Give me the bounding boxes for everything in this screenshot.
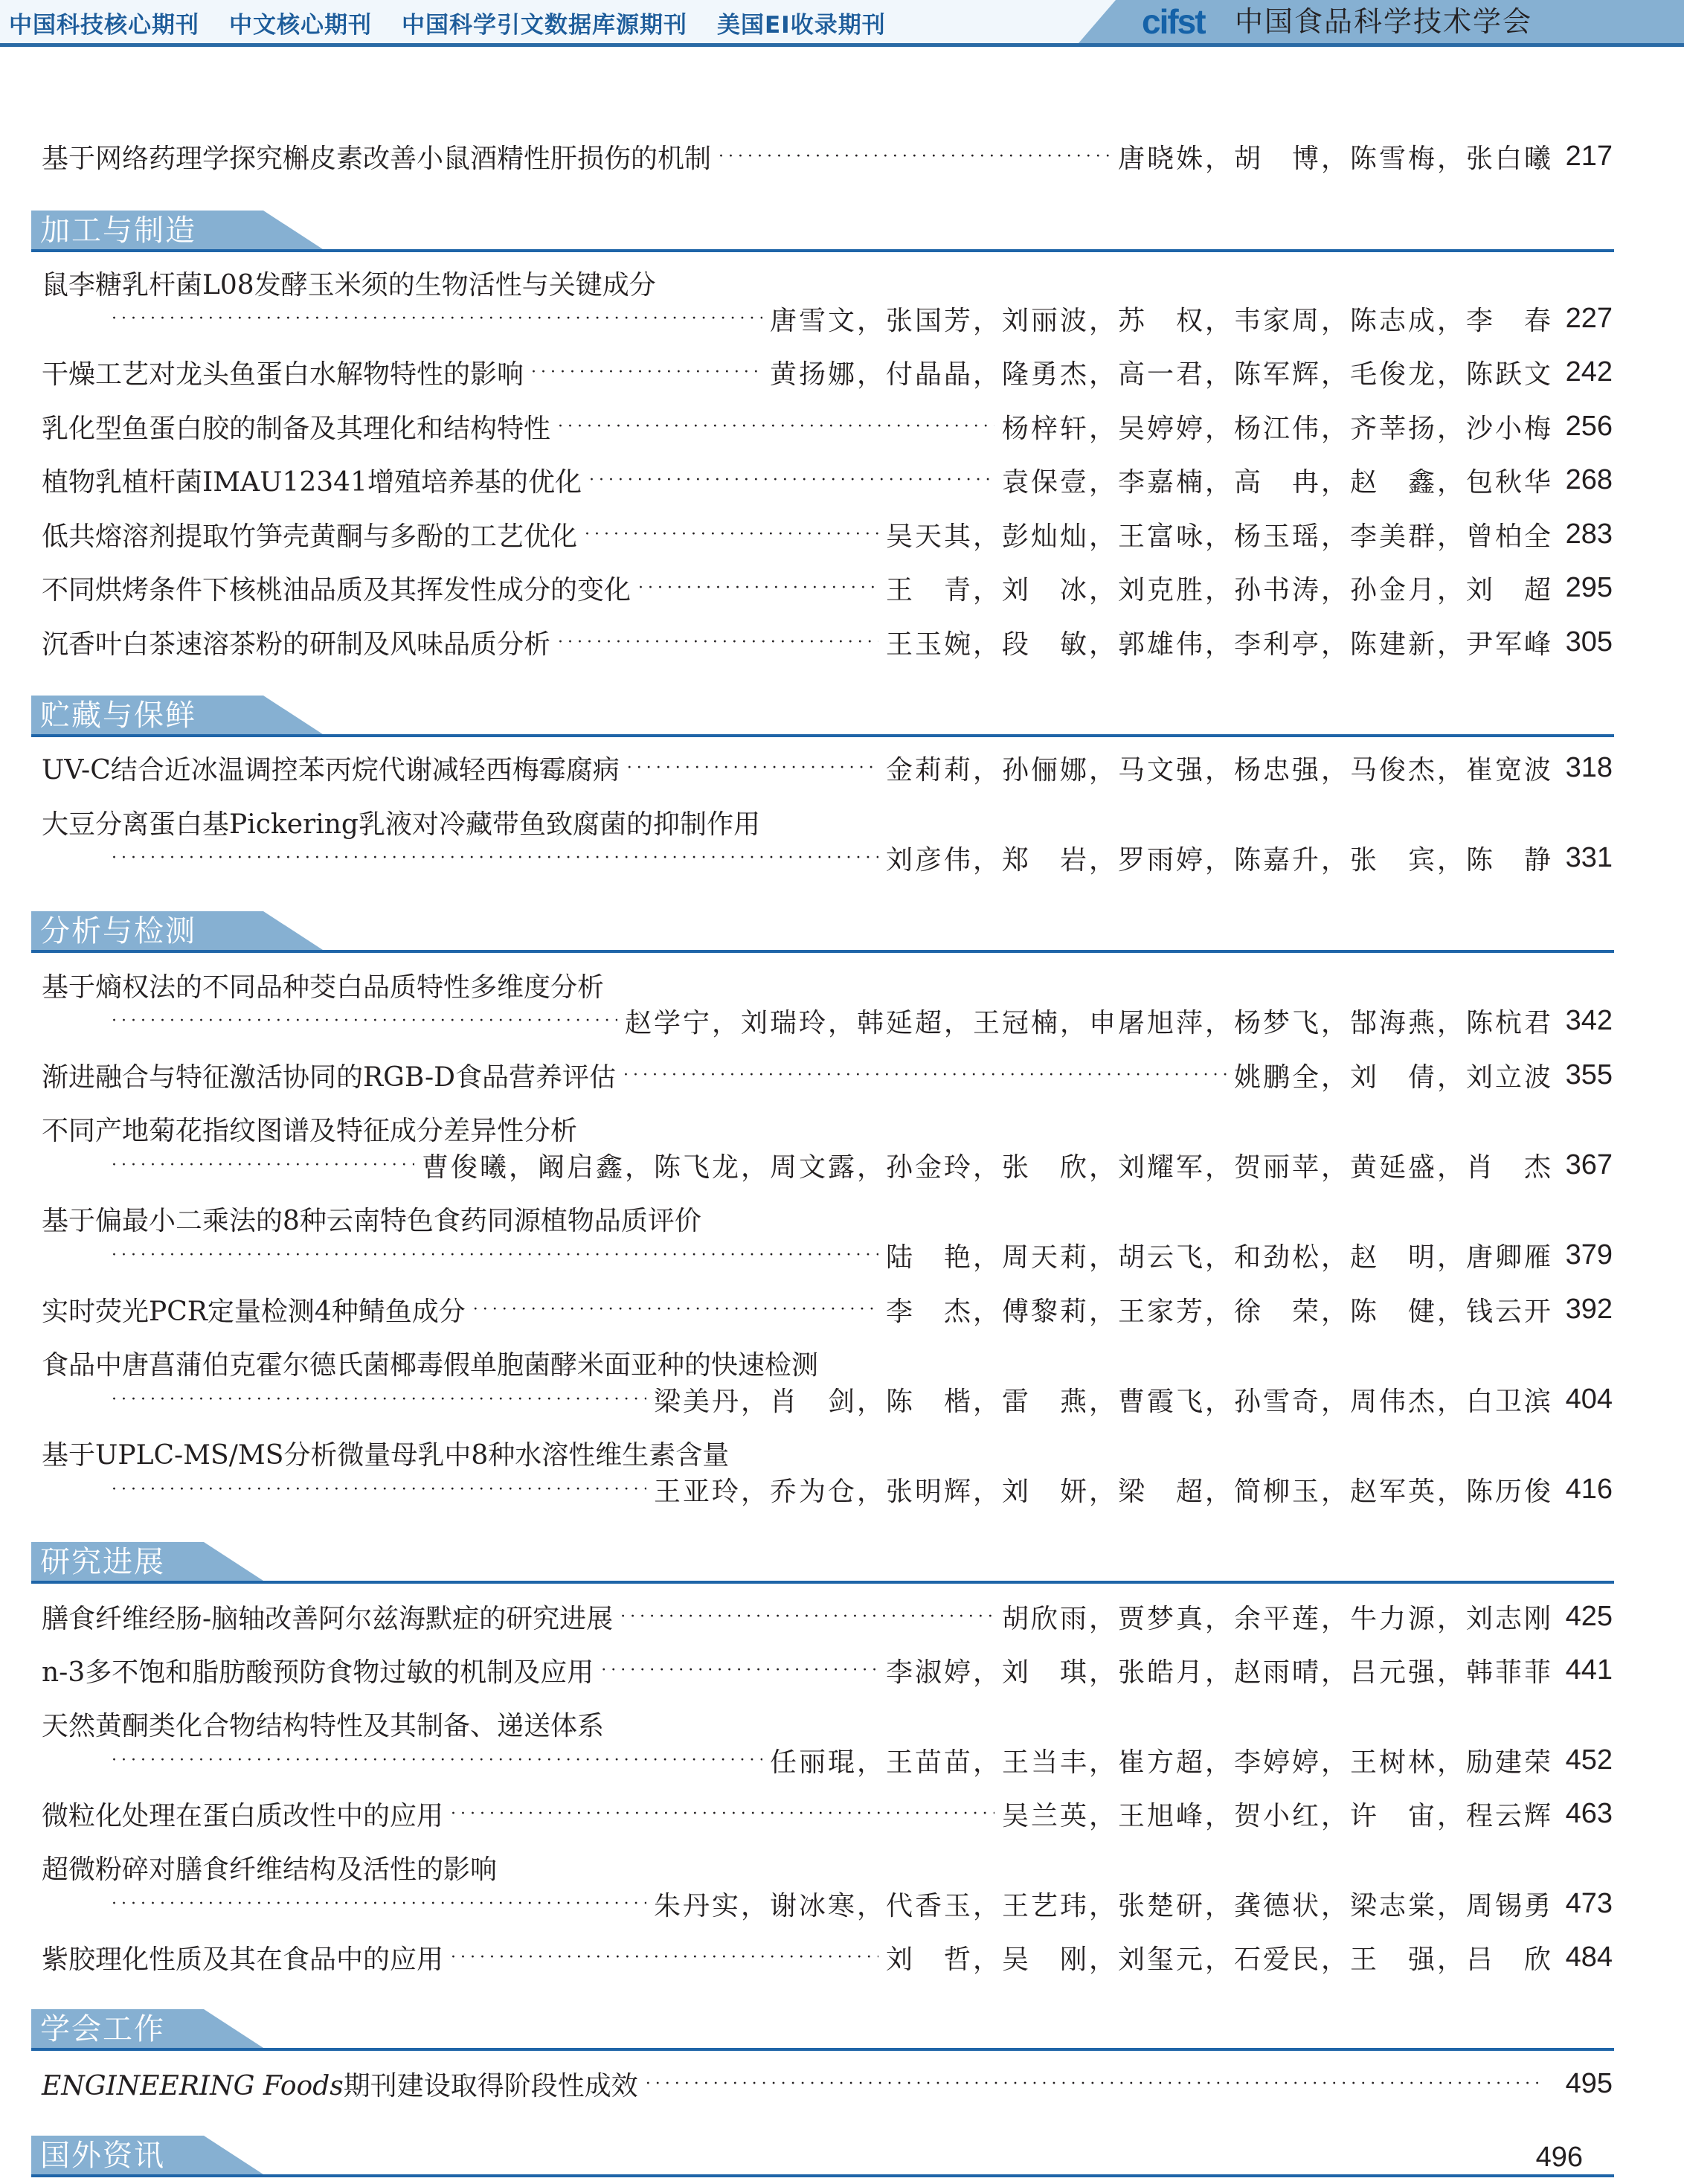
section-label: 加工与制造 <box>40 213 196 248</box>
leader-dots <box>558 621 878 663</box>
article-authors: 唐晓姝，胡 博，陈雪梅，张白曦 <box>1117 143 1553 174</box>
toc-entry-title-line[interactable] <box>42 1198 1613 1239</box>
toc-entry[interactable] <box>42 621 1613 663</box>
toc-entry[interactable] <box>42 1288 1613 1330</box>
index-badges <box>9 6 886 39</box>
toc-entry-author-line <box>42 1378 1613 1420</box>
article-authors: 朱丹实，谢冰寒，代香玉，王艺玮，张楚研，龚德状，梁志棠，周锡勇 <box>653 1890 1553 1921</box>
page-number[interactable]: 283 <box>1565 518 1613 550</box>
article-authors: 吴兰英，王旭峰，贺小红，许 宙，程云辉 <box>1001 1800 1553 1831</box>
article-authors: 李 杰，傅黎莉，王家芳，徐 荣，陈 健，钱云开 <box>885 1296 1553 1327</box>
article-title[interactable]: UV-C结合近冰温调控苯丙烷代谢减轻西梅霉腐病 <box>42 754 620 786</box>
leader-dots <box>558 405 994 447</box>
leader-dots <box>112 298 762 339</box>
article-title[interactable]: 渐进融合与特征激活协同的RGB-D食品营养评估 <box>42 1062 617 1093</box>
toc-entry[interactable] <box>42 2063 1613 2104</box>
page-number[interactable]: 441 <box>1565 1654 1613 1686</box>
leader-dots <box>589 459 994 501</box>
article-authors: 赵学宁，刘瑞玲，韩延超，王冠楠，申屠旭萍，杨梦飞，郜海燕，陈杭君 <box>624 1007 1553 1038</box>
page-number[interactable]: 452 <box>1565 1744 1613 1776</box>
article-authors: 杨梓轩，吴婷婷，杨江伟，齐莘扬，沙小梅 <box>1001 413 1553 444</box>
section-label: 贮藏与保鲜 <box>40 698 196 733</box>
article-title[interactable]: 基于偏最小二乘法的8种云南特色食药同源植物品质评价 <box>42 1205 701 1236</box>
article-title[interactable]: 超微粉碎对膳食纤维结构及活性的影响 <box>42 1854 498 1885</box>
toc-entry[interactable] <box>42 747 1613 789</box>
article-authors: 曹俊曦，阚启鑫，陈飞龙，周文露，孙金玲，张 欣，刘耀军，贺丽苹，黄延盛，肖 杰 <box>421 1152 1553 1183</box>
article-title[interactable]: 植物乳植杆菌IMAU12341增殖培养基的优化 <box>42 466 582 498</box>
leader-dots <box>638 567 878 608</box>
leader-dots <box>451 1793 994 1834</box>
index-label: 中国科学引文数据库源期刊 <box>402 12 687 39</box>
article-title[interactable]: 微粒化处理在蛋白质改性中的应用 <box>42 1800 444 1831</box>
page-number[interactable]: 355 <box>1565 1059 1613 1091</box>
article-title[interactable]: n-3多不饱和脂肪酸预防食物过敏的机制及应用 <box>42 1657 594 1688</box>
section-header-analysis <box>31 911 1614 954</box>
leader-dots <box>719 135 1111 177</box>
article-authors: 吴天其，彭灿灿，王富咏，杨玉瑶，李美群，曾柏全 <box>885 521 1553 552</box>
article-title[interactable] <box>42 2065 638 2103</box>
leader-dots <box>473 1288 878 1330</box>
article-authors: 金莉莉，孙俪娜，马文强，杨忠强，马俊杰，崔宽波 <box>885 754 1553 786</box>
page-number[interactable]: 318 <box>1565 751 1613 783</box>
page-number[interactable]: 342 <box>1565 1004 1613 1036</box>
section-label: 研究进展 <box>40 1545 165 1579</box>
article-authors: 袁保壹，李嘉楠，高 冉，赵 鑫，包秋华 <box>1001 466 1553 498</box>
page-number[interactable]: 295 <box>1565 571 1613 603</box>
page-number[interactable]: 305 <box>1565 626 1613 658</box>
toc-entry[interactable] <box>42 405 1613 447</box>
toc-entry-author-line <box>42 1000 1613 1041</box>
article-title[interactable]: 不同烘烤条件下核桃油品质及其挥发性成分的变化 <box>42 574 632 606</box>
section-label: 分析与检测 <box>40 914 196 948</box>
toc-entry-title-line[interactable] <box>42 1108 1613 1149</box>
toc-entry-title-line[interactable] <box>42 1846 1613 1888</box>
section-header-foreign-news <box>31 2136 1614 2179</box>
toc-entry[interactable] <box>42 513 1613 555</box>
toc-entry[interactable] <box>42 1793 1613 1834</box>
leader-dots <box>112 1739 762 1781</box>
article-authors: 唐雪文，张国芳，刘丽波，苏 权，韦家周，陈志成，李 春 <box>769 305 1553 336</box>
toc-entry-author-line <box>42 837 1613 879</box>
article-authors: 任丽琨，王苗苗，王当丰，崔方超，李婷婷，王树林，励建荣 <box>769 1747 1553 1778</box>
page-number[interactable]: 496 <box>1535 2142 1583 2173</box>
toc-entry-author-line <box>42 1883 1613 1924</box>
page-number[interactable]: 463 <box>1565 1797 1613 1829</box>
toc-entry-title-line[interactable] <box>42 1342 1613 1384</box>
article-title[interactable]: 乳化型鱼蛋白胶的制备及其理化和结构特性 <box>42 413 551 444</box>
page-number[interactable]: 392 <box>1565 1293 1613 1325</box>
page-number[interactable]: 379 <box>1565 1239 1613 1271</box>
cifst-logo-icon: cifst <box>1142 2 1205 41</box>
section-header-processing <box>31 211 1614 254</box>
section-rule <box>31 2048 1614 2051</box>
article-title[interactable]: 基于熵权法的不同品种茭白品质特性多维度分析 <box>42 971 605 1003</box>
article-title[interactable]: 鼠李糖乳杆菌L08发酵玉米须的生物活性与关键成分 <box>42 269 656 301</box>
page-number[interactable]: 495 <box>1565 2067 1613 2099</box>
article-authors: 梁美丹，肖 剑，陈 楷，雷 燕，曹霞飞，孙雪奇，周伟杰，白卫滨 <box>653 1386 1553 1417</box>
article-authors: 刘 哲，吴 刚，刘玺元，石爱民，王 强，吕 欣 <box>885 1944 1553 1975</box>
leader-dots <box>112 1144 414 1186</box>
page-number[interactable]: 217 <box>1565 140 1613 172</box>
article-title[interactable]: 天然黄酮类化合物结构特性及其制备、递送体系 <box>42 1710 605 1741</box>
section-label: 国外资讯 <box>40 2139 165 2173</box>
article-authors: 王 青，刘 冰，刘克胜，孙书涛，孙金月，刘 超 <box>885 574 1553 606</box>
toc-entry-title-line[interactable] <box>42 1432 1613 1474</box>
article-title[interactable]: 低共熔溶剂提取竹笋壳黄酮与多酚的工艺优化 <box>42 521 578 552</box>
leader-dots <box>112 1883 646 1924</box>
page-number[interactable]: 227 <box>1565 302 1613 334</box>
article-authors: 刘彦伟，郑 岩，罗雨婷，陈嘉升，张 宾，陈 静 <box>885 844 1553 876</box>
leader-dots <box>620 1596 994 1637</box>
section-rule <box>31 950 1614 953</box>
leader-dots <box>112 1000 617 1041</box>
leader-dots <box>451 1936 878 1978</box>
page-number[interactable]: 367 <box>1565 1149 1613 1181</box>
leader-dots <box>112 1378 646 1420</box>
section-header-society-work <box>31 2009 1614 2052</box>
index-label: 中文核心期刊 <box>229 12 372 39</box>
leader-dots <box>585 513 878 555</box>
leader-dots <box>623 1054 1227 1096</box>
header-divider <box>0 43 1684 47</box>
leader-dots <box>531 351 762 393</box>
article-authors: 姚鹏全，刘 倩，刘立波 <box>1233 1062 1553 1093</box>
section-header-storage <box>31 696 1614 739</box>
leader-dots <box>627 747 878 789</box>
article-title[interactable]: 紫胶理化性质及其在食品中的应用 <box>42 1944 444 1975</box>
toc-entry[interactable] <box>42 351 1613 393</box>
page-number[interactable]: 404 <box>1565 1383 1613 1415</box>
article-authors: 李淑婷，刘 琪，张皓月，赵雨晴，吕元强，韩菲菲 <box>885 1657 1553 1688</box>
leader-dots <box>112 1234 878 1276</box>
index-label: 美国EI收录期刊 <box>717 12 886 39</box>
article-title[interactable]: 不同产地菊花指纹图谱及特征成分差异性分析 <box>42 1115 578 1146</box>
section-label: 学会工作 <box>40 2012 165 2046</box>
page-number[interactable]: 425 <box>1565 1600 1613 1632</box>
page-number[interactable]: 484 <box>1565 1941 1613 1973</box>
page-number[interactable]: 268 <box>1565 463 1613 495</box>
toc-entry-author-line <box>42 1234 1613 1276</box>
article-authors: 陆 艳，周天莉，胡云飞，和劲松，赵 明，唐卿雁 <box>885 1242 1553 1273</box>
article-authors: 黄扬娜，付晶晶，隆勇杰，高一君，陈军辉，毛俊龙，陈跃文 <box>769 359 1553 390</box>
leader-dots <box>112 837 878 879</box>
toc-entry-author-line <box>42 298 1613 339</box>
toc-entry[interactable] <box>42 1596 1613 1637</box>
article-authors: 王亚玲，乔为仓，张明辉，刘 妍，梁 超，简柳玉，赵军英，陈历俊 <box>653 1476 1553 1507</box>
toc-entry[interactable] <box>42 1649 1613 1691</box>
page-number[interactable]: 473 <box>1565 1887 1613 1919</box>
section-header-research-progress <box>31 1542 1614 1585</box>
toc-entry[interactable] <box>42 135 1613 177</box>
article-title[interactable]: 基于网络药理学探究槲皮素改善小鼠酒精性肝损伤的机制 <box>42 143 712 174</box>
article-authors: 王玉婉，段 敏，郭雄伟，李利亭，陈建新，尹军峰 <box>885 629 1553 660</box>
society-name: 中国食品科学技术学会 <box>1235 5 1533 38</box>
toc-entry[interactable] <box>42 1936 1613 1978</box>
index-label: 中国科技核心期刊 <box>9 12 199 39</box>
section-rule <box>31 1581 1614 1584</box>
journal-name-italic: ENGINEERING Foods <box>42 2070 344 2101</box>
article-title-rest: 期刊建设取得阶段性成效 <box>343 2070 638 2101</box>
article-authors: 胡欣雨，贾梦真，余平莲，牛力源，刘志刚 <box>1001 1603 1553 1634</box>
leader-dots <box>601 1649 878 1691</box>
page-number[interactable]: 256 <box>1565 410 1613 442</box>
toc-entry[interactable] <box>42 567 1613 608</box>
leader-dots <box>112 1468 646 1510</box>
toc-entry-author-line <box>42 1468 1613 1510</box>
section-rule <box>31 2174 1614 2177</box>
article-title[interactable]: 沉香叶白茶速溶茶粉的研制及风味品质分析 <box>42 629 551 660</box>
toc-entry-title-line[interactable] <box>42 1703 1613 1744</box>
article-title[interactable]: 实时荧光PCR定量检测4种鲭鱼成分 <box>42 1296 466 1327</box>
toc-entry[interactable] <box>42 459 1613 501</box>
page-number[interactable]: 331 <box>1565 841 1613 873</box>
page-number[interactable]: 242 <box>1565 356 1613 388</box>
toc-entry-author-line <box>42 1739 1613 1781</box>
article-title[interactable]: 大豆分离蛋白基Pickering乳液对冷藏带鱼致腐菌的抑制作用 <box>42 809 760 840</box>
toc-entry-author-line <box>42 1144 1613 1186</box>
page-number[interactable]: 416 <box>1565 1473 1613 1505</box>
article-title[interactable]: 食品中唐菖蒲伯克霍尔德氏菌椰毒假单胞菌酵米面亚种的快速检测 <box>42 1349 819 1381</box>
article-title[interactable]: 基于UPLC-MS/MS分析微量母乳中8种水溶性维生素含量 <box>42 1439 730 1471</box>
toc-entry[interactable] <box>42 1054 1613 1096</box>
article-title[interactable]: 膳食纤维经肠-脑轴改善阿尔兹海默症的研究进展 <box>42 1603 614 1634</box>
section-rule <box>31 249 1614 252</box>
leader-dots <box>646 2063 1546 2104</box>
section-rule <box>31 734 1614 737</box>
article-title[interactable]: 干燥工艺对龙头鱼蛋白水解物特性的影响 <box>42 359 524 390</box>
